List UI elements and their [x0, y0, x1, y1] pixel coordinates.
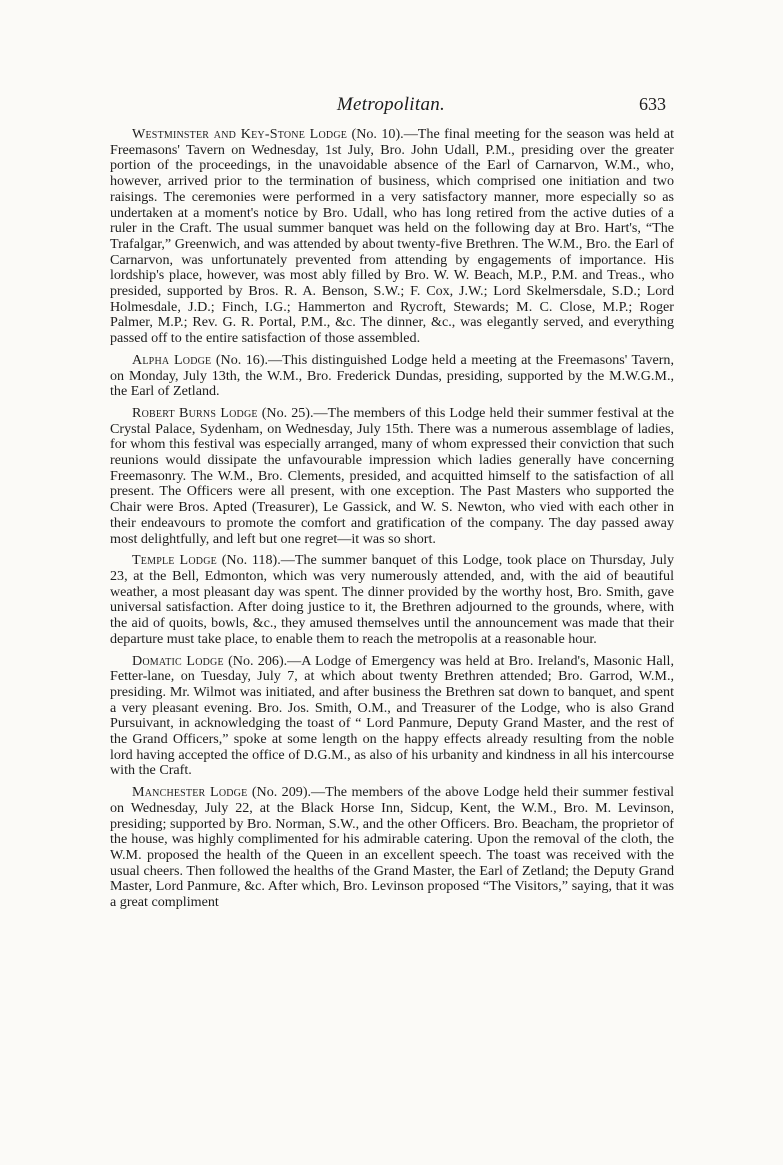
- paragraph-alpha-lodge: [110, 353, 674, 400]
- lodge-name: Robert Burns Lodge: [132, 404, 258, 421]
- paragraph-robert-burns-lodge: [110, 406, 674, 547]
- page-header: [110, 94, 672, 124]
- paragraph-westminster-key-stone-lodge: [110, 127, 674, 347]
- lodge-name: Manchester Lodge: [132, 784, 248, 801]
- paragraph-text: (No. 209).—The members of the above Lodge held their summer festival on Wednesday, July 22, at the Black Horse Inn, Sidcup, Kent, the W.M., Bro. M. Levinson, presiding; supported by Bro. Norman, S.W., and the other Officers. Bro. Beacham, the proprietor of the house, was highly complimented for his admirable catering. Upon the removal of the cloth, the W.M. proposed the health of the Queen in an excellent speech. The toast was received with the usual cheers. Then followed the healths of the Grand Master, the Earl of Zetland; the Deputy Grand Master, Lord Panmure, &c. After which, Bro. Levinson proposed “The Visitors,” saying, that it was a great compliment: [110, 784, 674, 911]
- paragraph-text: (No. 25).—The members of this Lodge held their summer festival at the Crystal Palace, Sydenham, on Wednesday, July 15th. There was a numerous assemblage of ladies, for whom this festival was especially arranged, many of whom expressed their conviction that such reunions would dissipate the unfavourable impression which ladies generally have concerning Freemasonry. The W.M., Bro. Clements, presided, and acquitted himself to the satisfaction of all present. The Officers were all present, with one exception. The Past Masters who supported the Chair were Bros. Apted (Treasurer), Le Gassick, and W. S. Newton, who vied with each other in their endeavours to promote the comfort and gratification of the company. The day passed away most delightfully, and left but one regret—it was so short.: [110, 404, 674, 547]
- paragraph-text: (No. 10).—The final meeting for the season was held at Freemasons' Tavern on Wednesday, 1st July, Bro. John Udall, P.M., presiding over the greater portion of the proceedings, in the unavoidable absence of the Earl of Carnarvon, W.M., who, however, arrived prior to the termination of business, which comprised one initiation and two raisings. The ceremonies were performed in a very satisfactory manner, more especially so as undertaken at a moment's notice by Bro. Udall, who has long retired from the active duties of a ruler in the Craft. The usual summer banquet was held on the following day at Bro. Hart's, “The Trafalgar,” Greenwich, and was attended by about twenty-five Brethren. The W.M., Bro. the Earl of Carnarvon, was unfortunately prevented from attending by engagements of importance. His lordship's place, however, was most ably filled by Bro. W. W. Beach, M.P., P.M. and Treas., who presided, supported by Bros. R. A. Benson, S.W.; F. Cox, J.W.; Lord Skelmersdale, S.D.; Lord Holmesdale, J.D.; Finch, I.G.; Hammerton and Rycroft, Stewards; M. C. Close, M.P.; Roger Palmer, M.P.; Rev. G. R. Portal, P.M., &c. The dinner, &c., was elegantly served, and everything passed off to the entire satisfaction of those assembled.: [110, 126, 674, 347]
- page-number: 633: [639, 94, 666, 114]
- paragraph-temple-lodge: [110, 553, 674, 647]
- lodge-name: Domatic Lodge: [132, 652, 224, 669]
- lodge-name: Alpha Lodge: [132, 351, 212, 368]
- paragraph-domatic-lodge: [110, 654, 674, 780]
- paragraph-text: (No. 118).—The summer banquet of this Lodge, took place on Thursday, July 23, at the Bell, Edmonton, which was very numerously attended, and, with the aid of beautiful weather, a most pleasant day was spent. The dinner provided by the worthy host, Bro. Smith, gave universal satisfaction. After doing justice to it, the Brethren adjourned to the grounds, where, with the aid of quoits, bowls, &c., they amused themselves until the announcement was made that their departure must take place, to enable them to reach the metropolis at a reasonable hour.: [110, 552, 674, 647]
- paragraph-text: (No. 206).—A Lodge of Emergency was held at Bro. Ireland's, Masonic Hall, Fetter-lane, on Tuesday, July 7, at which about twenty Brethren attended; Bro. Garrod, W.M., presiding. Mr. Wilmot was initiated, and after business the Brethren sat down to banquet, and spent a very pleasant evening. Bro. Jos. Smith, O.M., and Treasurer of the Lodge, who is also Grand Pursuivant, in acknowledging the toast of “ Lord Panmure, Deputy Grand Master, and the rest of the Grand Officers,” spoke at some length on the happy effects already resulting from the noble lord having accepted the office of D.G.M., as also of his urbanity and kindness in all his intercourse with the Craft.: [110, 652, 674, 779]
- paragraph-manchester-lodge: [110, 785, 674, 911]
- lodge-name: Westminster and Key-Stone Lodge: [132, 126, 348, 142]
- article-body: [110, 127, 674, 917]
- lodge-name: Temple Lodge: [132, 552, 217, 569]
- running-title: Metropolitan.: [336, 94, 446, 115]
- paragraph-text: (No. 16).—This distinguished Lodge held a meeting at the Freemasons' Tavern, on Monday, July 13th, the W.M., Bro. Frederick Dundas, presiding, supported by the M.W.G.M., the Earl of Zetland.: [110, 351, 674, 400]
